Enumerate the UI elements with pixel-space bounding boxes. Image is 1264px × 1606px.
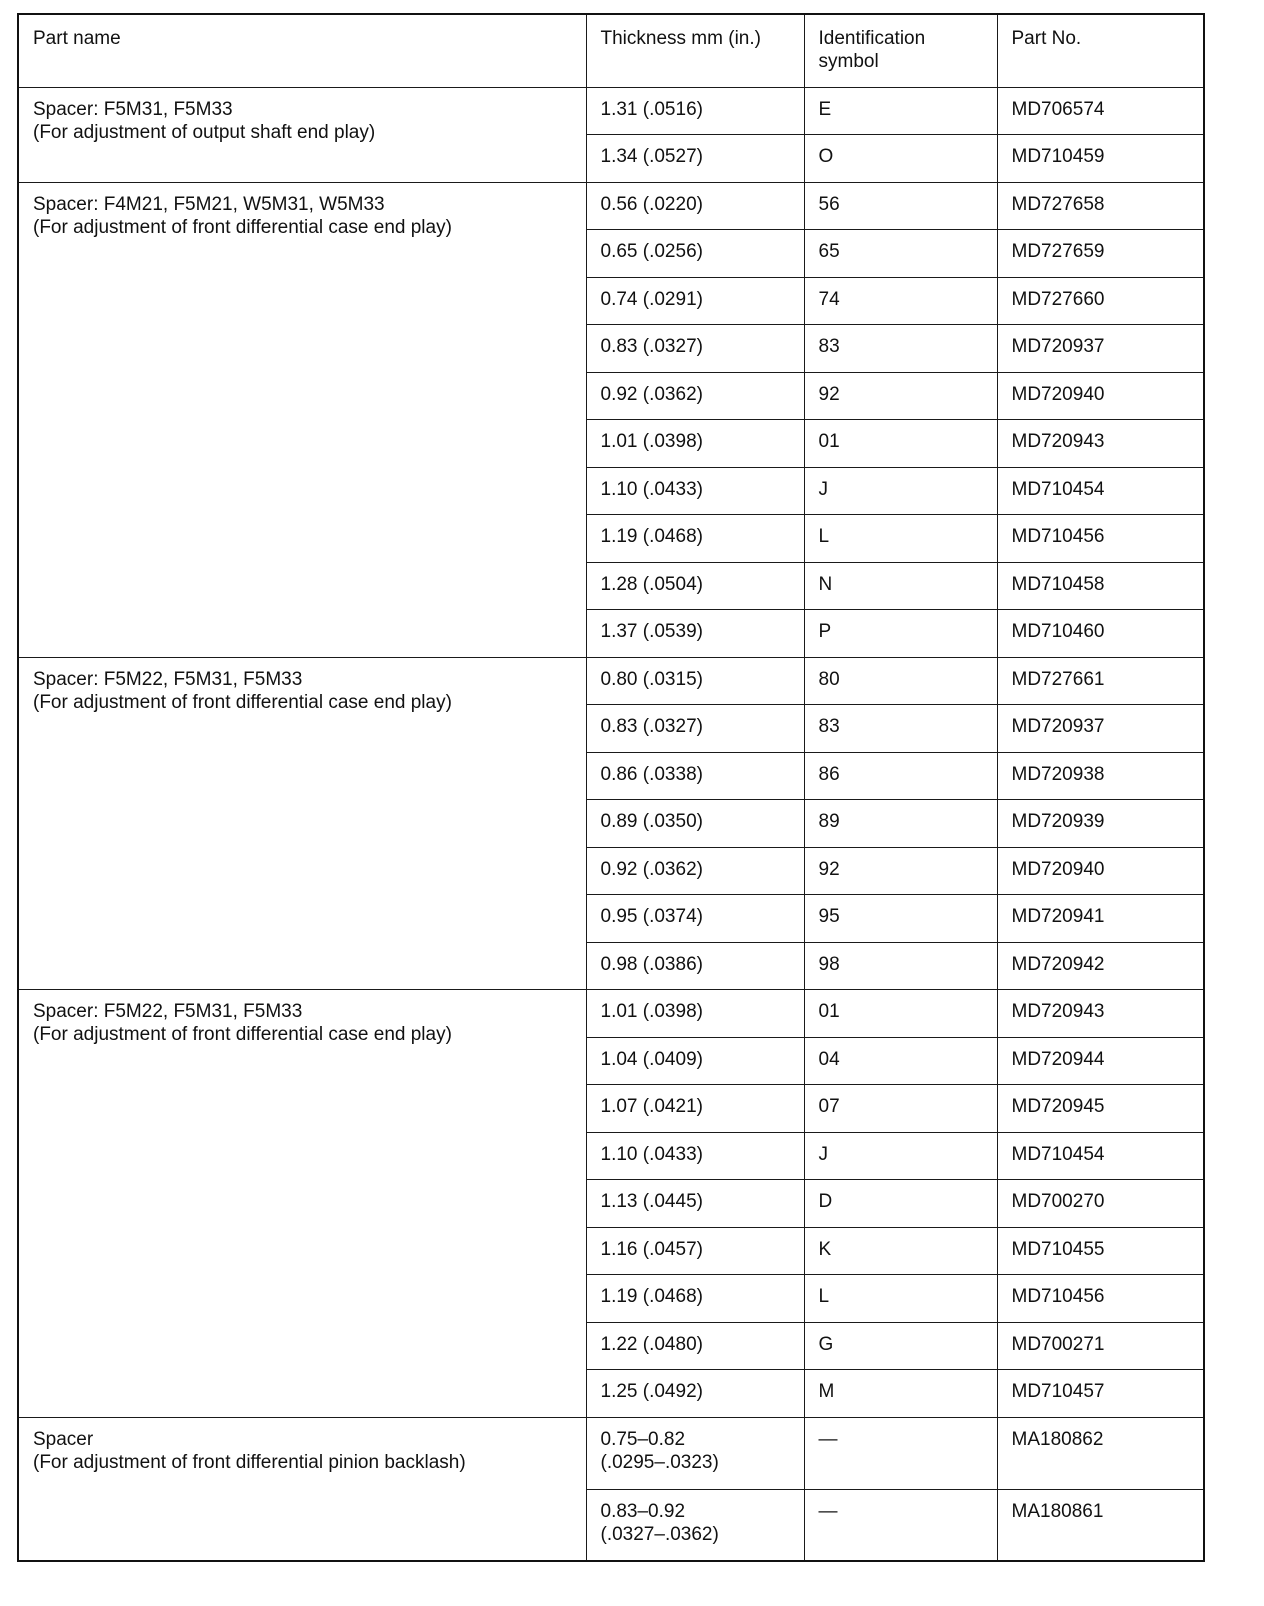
part-name-cell: Spacer: F5M22, F5M31, F5M33 (For adjustment of front differential case end play): [18, 657, 586, 990]
thickness-cell: 0.80 (.0315): [586, 657, 804, 705]
spacer-parts-table: [17, 13, 1205, 1562]
identification-symbol-cell: L: [804, 515, 997, 563]
identification-symbol-cell: K: [804, 1227, 997, 1275]
header-part-no: Part No.: [997, 14, 1204, 87]
part-number-cell: MD727658: [997, 182, 1204, 230]
thickness-cell: 0.65 (.0256): [586, 230, 804, 278]
part-number-cell: MD706574: [997, 87, 1204, 135]
identification-symbol-cell: D: [804, 1180, 997, 1228]
thickness-cell: 1.28 (.0504): [586, 562, 804, 610]
identification-symbol-cell: 89: [804, 800, 997, 848]
part-number-cell: MD710457: [997, 1370, 1204, 1418]
thickness-cell: 0.92 (.0362): [586, 847, 804, 895]
thickness-cell: 1.34 (.0527): [586, 135, 804, 183]
thickness-cell: 0.86 (.0338): [586, 752, 804, 800]
part-number-cell: MD727659: [997, 230, 1204, 278]
part-name-cell: Spacer: F4M21, F5M21, W5M31, W5M33 (For adjustment of front differential case end play): [18, 182, 586, 657]
part-number-cell: MD720941: [997, 895, 1204, 943]
identification-symbol-cell: 74: [804, 277, 997, 325]
thickness-cell: 1.19 (.0468): [586, 1275, 804, 1323]
part-number-cell: MA180862: [997, 1417, 1204, 1489]
identification-symbol-cell: G: [804, 1322, 997, 1370]
part-number-cell: MD700271: [997, 1322, 1204, 1370]
identification-symbol-cell: 07: [804, 1085, 997, 1133]
table-row: [18, 87, 1204, 135]
identification-symbol-cell: 92: [804, 847, 997, 895]
part-number-cell: MD710454: [997, 1132, 1204, 1180]
part-number-cell: MD710460: [997, 610, 1204, 658]
thickness-cell: 1.10 (.0433): [586, 1132, 804, 1180]
part-number-cell: MD710454: [997, 467, 1204, 515]
identification-symbol-cell: J: [804, 1132, 997, 1180]
identification-symbol-cell: —: [804, 1489, 997, 1561]
part-name-cell: Spacer (For adjustment of front differential pinion backlash): [18, 1417, 586, 1561]
thickness-cell: 1.10 (.0433): [586, 467, 804, 515]
part-number-cell: MD720940: [997, 372, 1204, 420]
thickness-cell: 1.13 (.0445): [586, 1180, 804, 1228]
identification-symbol-cell: —: [804, 1417, 997, 1489]
identification-symbol-cell: O: [804, 135, 997, 183]
table-body: [18, 14, 1204, 1561]
thickness-cell: 0.74 (.0291): [586, 277, 804, 325]
part-number-cell: MD710456: [997, 1275, 1204, 1323]
identification-symbol-cell: N: [804, 562, 997, 610]
identification-symbol-cell: J: [804, 467, 997, 515]
part-number-cell: MD720942: [997, 942, 1204, 990]
part-number-cell: MD710458: [997, 562, 1204, 610]
thickness-cell: 1.01 (.0398): [586, 990, 804, 1038]
header-identification-symbol: Identification symbol: [804, 14, 997, 87]
identification-symbol-cell: 01: [804, 990, 997, 1038]
part-number-cell: MD710459: [997, 135, 1204, 183]
part-number-cell: MD720943: [997, 990, 1204, 1038]
thickness-cell: 0.56 (.0220): [586, 182, 804, 230]
thickness-cell: 0.83–0.92 (.0327–.0362): [586, 1489, 804, 1561]
header-thickness: Thickness mm (in.): [586, 14, 804, 87]
part-number-cell: MD710456: [997, 515, 1204, 563]
table-row: [18, 182, 1204, 230]
table-row: [18, 657, 1204, 705]
identification-symbol-cell: 83: [804, 325, 997, 373]
part-number-cell: MD720938: [997, 752, 1204, 800]
thickness-cell: 1.01 (.0398): [586, 420, 804, 468]
part-number-cell: MD720944: [997, 1037, 1204, 1085]
identification-symbol-cell: L: [804, 1275, 997, 1323]
thickness-cell: 1.07 (.0421): [586, 1085, 804, 1133]
part-number-cell: MD727660: [997, 277, 1204, 325]
part-number-cell: MD720937: [997, 705, 1204, 753]
thickness-cell: 0.83 (.0327): [586, 705, 804, 753]
part-number-cell: MD700270: [997, 1180, 1204, 1228]
part-name-cell: Spacer: F5M22, F5M31, F5M33 (For adjustment of front differential case end play): [18, 990, 586, 1418]
table-row: [18, 1417, 1204, 1489]
thickness-cell: 0.75–0.82 (.0295–.0323): [586, 1417, 804, 1489]
thickness-cell: 0.95 (.0374): [586, 895, 804, 943]
thickness-cell: 0.89 (.0350): [586, 800, 804, 848]
header-part-name: Part name: [18, 14, 586, 87]
identification-symbol-cell: 95: [804, 895, 997, 943]
identification-symbol-cell: P: [804, 610, 997, 658]
thickness-cell: 1.04 (.0409): [586, 1037, 804, 1085]
thickness-cell: 1.22 (.0480): [586, 1322, 804, 1370]
thickness-cell: 1.31 (.0516): [586, 87, 804, 135]
part-number-cell: MD727661: [997, 657, 1204, 705]
identification-symbol-cell: 56: [804, 182, 997, 230]
identification-symbol-cell: 65: [804, 230, 997, 278]
identification-symbol-cell: 86: [804, 752, 997, 800]
header-row: [18, 14, 1204, 87]
identification-symbol-cell: 98: [804, 942, 997, 990]
identification-symbol-cell: 80: [804, 657, 997, 705]
part-number-cell: MD710455: [997, 1227, 1204, 1275]
part-name-cell: Spacer: F5M31, F5M33 (For adjustment of output shaft end play): [18, 87, 586, 182]
part-number-cell: MD720945: [997, 1085, 1204, 1133]
part-number-cell: MD720939: [997, 800, 1204, 848]
part-number-cell: MD720943: [997, 420, 1204, 468]
identification-symbol-cell: 01: [804, 420, 997, 468]
part-number-cell: MD720940: [997, 847, 1204, 895]
identification-symbol-cell: 04: [804, 1037, 997, 1085]
thickness-cell: 0.92 (.0362): [586, 372, 804, 420]
thickness-cell: 1.16 (.0457): [586, 1227, 804, 1275]
part-number-cell: MA180861: [997, 1489, 1204, 1561]
thickness-cell: 0.98 (.0386): [586, 942, 804, 990]
identification-symbol-cell: M: [804, 1370, 997, 1418]
thickness-cell: 1.25 (.0492): [586, 1370, 804, 1418]
identification-symbol-cell: E: [804, 87, 997, 135]
table-row: [18, 990, 1204, 1038]
thickness-cell: 0.83 (.0327): [586, 325, 804, 373]
identification-symbol-cell: 92: [804, 372, 997, 420]
identification-symbol-cell: 83: [804, 705, 997, 753]
thickness-cell: 1.37 (.0539): [586, 610, 804, 658]
thickness-cell: 1.19 (.0468): [586, 515, 804, 563]
part-number-cell: MD720937: [997, 325, 1204, 373]
